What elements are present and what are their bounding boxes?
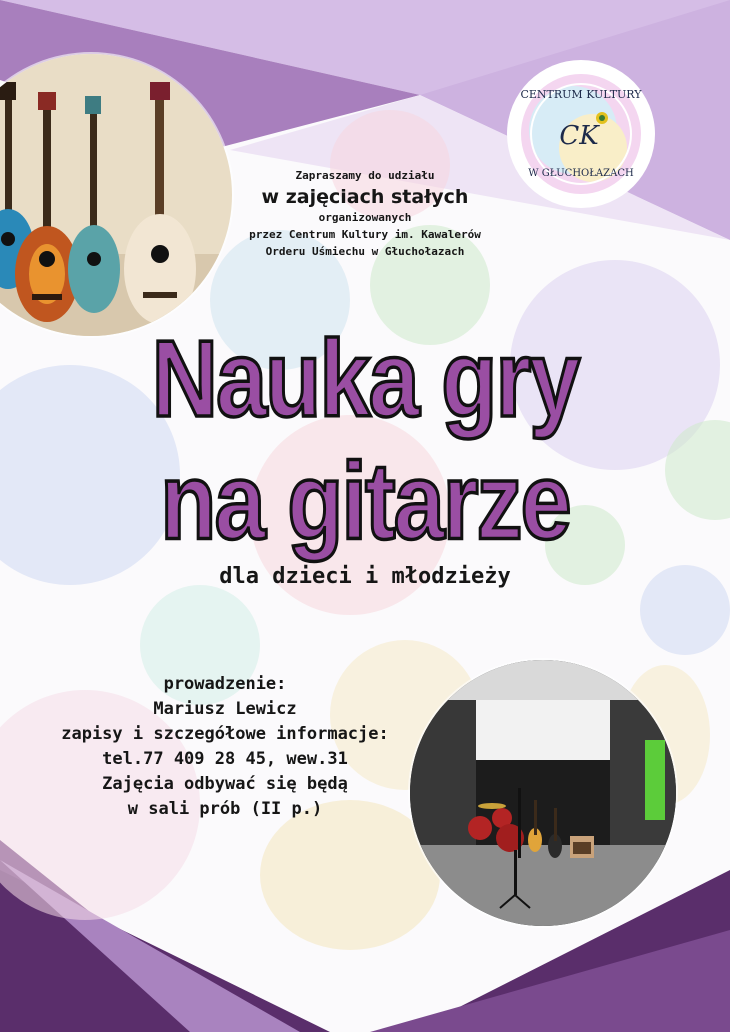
- rehearsal-room-image: [410, 660, 676, 926]
- info-line: tel.77 409 28 45, wew.31: [102, 749, 348, 769]
- title-line-2: na gitarze: [160, 441, 570, 563]
- intro-line: Orderu Uśmiechu w Głuchołazach: [265, 245, 465, 258]
- intro-line: Zapraszamy do udziału: [295, 169, 435, 182]
- info-block: [60, 672, 390, 822]
- subtitle: dla dzieci i młodzieży: [219, 564, 511, 589]
- info-line: w sali prób (II p.): [127, 799, 323, 819]
- info-line: Mariusz Lewicz: [153, 699, 297, 719]
- rehearsal-room-photo: [410, 660, 676, 926]
- intro-line: organizowanych: [318, 211, 412, 224]
- logo-text-top: CENTRUM KULTURY: [520, 88, 642, 101]
- info-line: Zajęcia odbywać się będą: [102, 774, 348, 794]
- logo-monogram: CK: [559, 121, 599, 151]
- intro-block: [200, 168, 530, 260]
- intro-highlight: w zajęciach stałych: [261, 186, 469, 208]
- info-line: prowadzenie:: [163, 674, 287, 694]
- logo-text-bottom: W GŁUCHOŁAZACH: [528, 168, 634, 179]
- intro-line: przez Centrum Kultury im. Kawalerów: [249, 228, 481, 241]
- page-title: [80, 318, 650, 563]
- title-line-1: Nauka gry: [151, 319, 579, 440]
- info-line: zapisy i szczegółowe informacje:: [61, 724, 389, 744]
- decor-dot: [640, 565, 730, 655]
